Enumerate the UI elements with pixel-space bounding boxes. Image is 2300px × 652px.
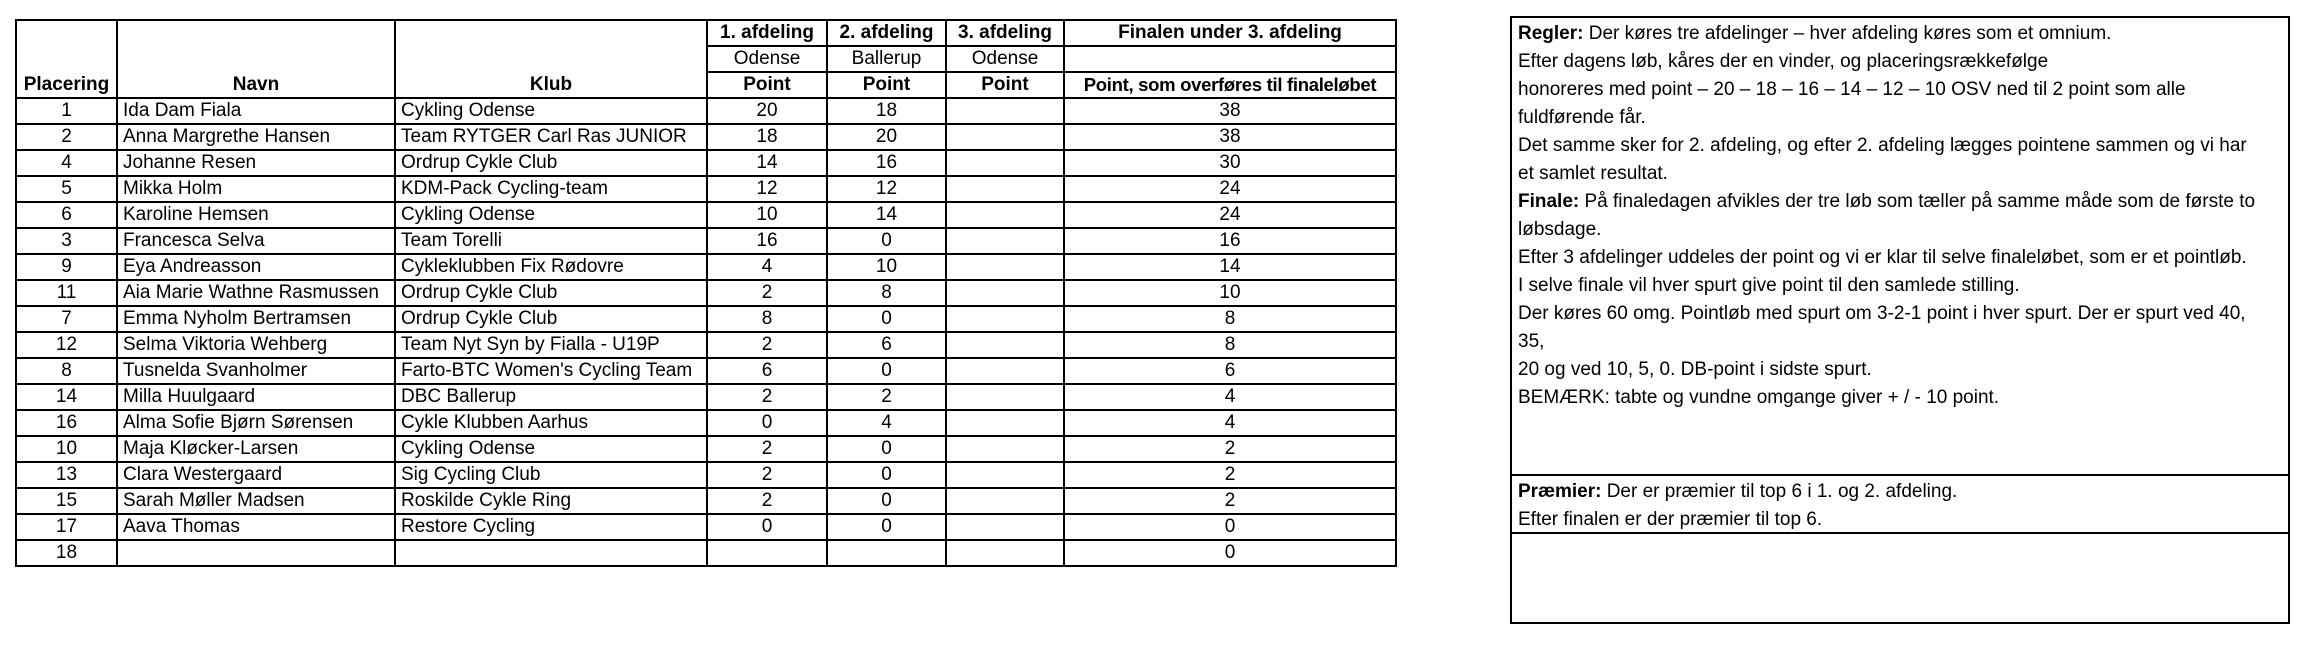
- header-stage-2-points: Point: [827, 72, 946, 98]
- cell-stage-2-points: 0: [827, 306, 946, 332]
- cell-club: Cykleklubben Fix Rødovre: [395, 254, 707, 280]
- table-row: [16, 124, 1396, 150]
- cell-placement: 11: [16, 280, 117, 306]
- cell-stage-3-points: [946, 202, 1064, 228]
- cell-final-points: 6: [1064, 358, 1396, 384]
- cell-name: Anna Margrethe Hansen: [117, 124, 395, 150]
- cell-club: Team Nyt Syn by Fialla - U19P: [395, 332, 707, 358]
- cell-final-points: 0: [1064, 540, 1396, 566]
- cell-stage-3-points: [946, 540, 1064, 566]
- cell-final-points: 0: [1064, 514, 1396, 540]
- cell-name: Aia Marie Wathne Rasmussen: [117, 280, 395, 306]
- cell-stage-1-points: 0: [707, 514, 827, 540]
- cell-placement: 1: [16, 98, 117, 124]
- rules-intro: Der køres tre afdelinger – hver afdeling køres som et omnium.: [1583, 23, 2112, 44]
- table-row: [16, 462, 1396, 488]
- finale-text: På finaledagen afvikles der tre løb som tæller på samme måde som de første to: [1579, 191, 2256, 212]
- rules-line-1: [1518, 20, 2282, 48]
- cell-name: Alma Sofie Bjørn Sørensen: [117, 410, 395, 436]
- table-row: [16, 384, 1396, 410]
- cell-stage-1-points: 2: [707, 384, 827, 410]
- cell-stage-2-points: 6: [827, 332, 946, 358]
- cell-stage-3-points: [946, 358, 1064, 384]
- cell-name: Clara Westergaard: [117, 462, 395, 488]
- rules-line-3: honoreres med point – 20 – 18 – 16 – 14 – 12 – 10 OSV ned til 2 point som alle: [1518, 79, 2186, 100]
- cell-club: Team RYTGER Carl Ras JUNIOR: [395, 124, 707, 150]
- cell-stage-1-points: 16: [707, 228, 827, 254]
- header-stage-1: 1. afdeling: [707, 20, 827, 46]
- cell-stage-1-points: 12: [707, 176, 827, 202]
- cell-stage-2-points: 18: [827, 98, 946, 124]
- table-row: [16, 358, 1396, 384]
- cell-name: Milla Huulgaard: [117, 384, 395, 410]
- empty-box: [1510, 532, 2290, 624]
- cell-stage-1-points: 14: [707, 150, 827, 176]
- cell-final-points: 2: [1064, 436, 1396, 462]
- cell-club: Sig Cycling Club: [395, 462, 707, 488]
- cell-placement: 17: [16, 514, 117, 540]
- table-row: [16, 280, 1396, 306]
- cell-stage-2-points: 20: [827, 124, 946, 150]
- cell-name: Eya Andreasson: [117, 254, 395, 280]
- cell-stage-3-points: [946, 514, 1064, 540]
- header-stage-3: 3. afdeling: [946, 20, 1064, 46]
- cell-name: Tusnelda Svanholmer: [117, 358, 395, 384]
- prizes-box: [1510, 474, 2290, 534]
- cell-club: Farto-BTC Women's Cycling Team: [395, 358, 707, 384]
- cell-final-points: 2: [1064, 488, 1396, 514]
- rules-line-9: Efter 3 afdelinger uddeles der point og vi er klar til selve finaleløbet, som er et pointløb.: [1518, 247, 2247, 268]
- header-final-points: Point, som overføres til finaleløbet: [1064, 72, 1396, 98]
- cell-placement: 7: [16, 306, 117, 332]
- table-row: [16, 306, 1396, 332]
- table-row: [16, 202, 1396, 228]
- table-row: [16, 488, 1396, 514]
- cell-final-points: 24: [1064, 176, 1396, 202]
- standings-table: [15, 19, 1397, 567]
- table-row: [16, 436, 1396, 462]
- cell-club: Cykling Odense: [395, 202, 707, 228]
- cell-stage-2-points: 0: [827, 358, 946, 384]
- cell-final-points: 4: [1064, 410, 1396, 436]
- cell-stage-3-points: [946, 280, 1064, 306]
- cell-name: Emma Nyholm Bertramsen: [117, 306, 395, 332]
- cell-stage-3-points: [946, 150, 1064, 176]
- cell-placement: 15: [16, 488, 117, 514]
- table-row: [16, 98, 1396, 124]
- cell-stage-1-points: 6: [707, 358, 827, 384]
- cell-final-points: 4: [1064, 384, 1396, 410]
- cell-stage-3-points: [946, 254, 1064, 280]
- cell-stage-2-points: 2: [827, 384, 946, 410]
- cell-name: Aava Thomas: [117, 514, 395, 540]
- table-row: [16, 514, 1396, 540]
- cell-stage-1-points: 8: [707, 306, 827, 332]
- cell-placement: 18: [16, 540, 117, 566]
- cell-name: Karoline Hemsen: [117, 202, 395, 228]
- cell-club: Team Torelli: [395, 228, 707, 254]
- cell-stage-2-points: 0: [827, 228, 946, 254]
- cell-stage-1-points: 10: [707, 202, 827, 228]
- cell-stage-3-points: [946, 436, 1064, 462]
- cell-club: Ordrup Cykle Club: [395, 280, 707, 306]
- cell-final-points: 16: [1064, 228, 1396, 254]
- cell-stage-2-points: 0: [827, 436, 946, 462]
- cell-stage-1-points: 2: [707, 462, 827, 488]
- cell-placement: 2: [16, 124, 117, 150]
- rules-line-8: løbsdage.: [1518, 219, 1602, 240]
- cell-stage-2-points: 4: [827, 410, 946, 436]
- cell-final-points: 8: [1064, 332, 1396, 358]
- cell-club: Ordrup Cykle Club: [395, 306, 707, 332]
- rules-label: Regler:: [1518, 23, 1584, 44]
- table-row: [16, 540, 1396, 566]
- cell-stage-1-points: 18: [707, 124, 827, 150]
- cell-club: KDM-Pack Cycling-team: [395, 176, 707, 202]
- header-stage-1-points: Point: [707, 72, 827, 98]
- cell-name: Selma Viktoria Wehberg: [117, 332, 395, 358]
- finale-label: Finale:: [1518, 191, 1580, 212]
- table-row: [16, 150, 1396, 176]
- cell-final-points: 30: [1064, 150, 1396, 176]
- header-stage-3-points: Point: [946, 72, 1064, 98]
- header-final: Finalen under 3. afdeling: [1064, 20, 1396, 46]
- header-placement: Placering: [16, 20, 117, 98]
- cell-stage-3-points: [946, 488, 1064, 514]
- cell-stage-1-points: [707, 540, 827, 566]
- prizes-label: Præmier:: [1518, 481, 1602, 502]
- rules-line-12: 35,: [1518, 331, 1545, 352]
- cell-stage-3-points: [946, 98, 1064, 124]
- rules-line-4: fuldførende får.: [1518, 107, 1646, 128]
- cell-final-points: 14: [1064, 254, 1396, 280]
- table-row: [16, 176, 1396, 202]
- cell-name: [117, 540, 395, 566]
- cell-stage-3-points: [946, 332, 1064, 358]
- cell-club: Cykle Klubben Aarhus: [395, 410, 707, 436]
- rules-line-13: 20 og ved 10, 5, 0. DB-point i sidste spurt.: [1518, 359, 1872, 380]
- cell-placement: 3: [16, 228, 117, 254]
- cell-stage-3-points: [946, 384, 1064, 410]
- cell-stage-1-points: 4: [707, 254, 827, 280]
- cell-stage-2-points: 0: [827, 514, 946, 540]
- cell-club: DBC Ballerup: [395, 384, 707, 410]
- table-row: [16, 228, 1396, 254]
- cell-stage-2-points: [827, 540, 946, 566]
- cell-stage-3-points: [946, 410, 1064, 436]
- cell-final-points: 38: [1064, 124, 1396, 150]
- header-stage-2: 2. afdeling: [827, 20, 946, 46]
- rules-line-6: et samlet resultat.: [1518, 163, 1668, 184]
- cell-placement: 13: [16, 462, 117, 488]
- cell-stage-1-points: 20: [707, 98, 827, 124]
- cell-stage-2-points: 12: [827, 176, 946, 202]
- cell-stage-3-points: [946, 462, 1064, 488]
- cell-club: Cykling Odense: [395, 436, 707, 462]
- cell-placement: 4: [16, 150, 117, 176]
- rules-line-10: I selve finale vil hver spurt give point til den samlede stilling.: [1518, 275, 2020, 296]
- cell-placement: 8: [16, 358, 117, 384]
- header-row-stages: [16, 20, 1396, 46]
- cell-club: Ordrup Cykle Club: [395, 150, 707, 176]
- rules-line-14: BEMÆRK: tabte og vundne omgange giver + / - 10 point.: [1518, 387, 2000, 408]
- cell-club: Restore Cycling: [395, 514, 707, 540]
- cell-stage-1-points: 2: [707, 332, 827, 358]
- cell-stage-2-points: 0: [827, 488, 946, 514]
- cell-stage-3-points: [946, 124, 1064, 150]
- header-stage-1-venue: Odense: [707, 46, 827, 72]
- rules-line-2: Efter dagens løb, kåres der en vinder, og placeringsrækkefølge: [1518, 51, 2049, 72]
- cell-placement: 5: [16, 176, 117, 202]
- cell-stage-1-points: 2: [707, 436, 827, 462]
- header-name: Navn: [117, 20, 395, 98]
- cell-placement: 14: [16, 384, 117, 410]
- prizes-line-2: Efter finalen er der præmier til top 6.: [1518, 509, 1823, 530]
- cell-name: Maja Kløcker-Larsen: [117, 436, 395, 462]
- cell-stage-2-points: 16: [827, 150, 946, 176]
- cell-stage-2-points: 0: [827, 462, 946, 488]
- prizes-line-1: [1518, 478, 2282, 506]
- cell-club: [395, 540, 707, 566]
- rules-box: [1510, 16, 2290, 476]
- header-stage-3-venue: Odense: [946, 46, 1064, 72]
- cell-stage-2-points: 14: [827, 202, 946, 228]
- rules-line-7: [1518, 188, 2282, 216]
- header-final-venue: [1064, 46, 1396, 72]
- cell-club: Roskilde Cykle Ring: [395, 488, 707, 514]
- cell-name: Ida Dam Fiala: [117, 98, 395, 124]
- cell-placement: 10: [16, 436, 117, 462]
- cell-name: Sarah Møller Madsen: [117, 488, 395, 514]
- header-stage-2-venue: Ballerup: [827, 46, 946, 72]
- cell-stage-3-points: [946, 306, 1064, 332]
- rules-line-5: Det samme sker for 2. afdeling, og efter 2. afdeling lægges pointene sammen og vi har: [1518, 135, 2247, 156]
- cell-final-points: 8: [1064, 306, 1396, 332]
- cell-stage-2-points: 10: [827, 254, 946, 280]
- table-row: [16, 410, 1396, 436]
- cell-stage-3-points: [946, 176, 1064, 202]
- header-club: Klub: [395, 20, 707, 98]
- cell-placement: 12: [16, 332, 117, 358]
- rules-line-11: Der køres 60 omg. Pointløb med spurt om 3-2-1 point i hver spurt. Der er spurt ved 40,: [1518, 303, 2246, 324]
- cell-stage-3-points: [946, 228, 1064, 254]
- cell-name: Mikka Holm: [117, 176, 395, 202]
- cell-final-points: 10: [1064, 280, 1396, 306]
- cell-final-points: 38: [1064, 98, 1396, 124]
- cell-name: Johanne Resen: [117, 150, 395, 176]
- cell-placement: 6: [16, 202, 117, 228]
- cell-stage-1-points: 0: [707, 410, 827, 436]
- cell-placement: 16: [16, 410, 117, 436]
- cell-final-points: 2: [1064, 462, 1396, 488]
- cell-club: Cykling Odense: [395, 98, 707, 124]
- cell-name: Francesca Selva: [117, 228, 395, 254]
- cell-stage-2-points: 8: [827, 280, 946, 306]
- cell-final-points: 24: [1064, 202, 1396, 228]
- cell-stage-1-points: 2: [707, 488, 827, 514]
- cell-placement: 9: [16, 254, 117, 280]
- table-row: [16, 254, 1396, 280]
- cell-stage-1-points: 2: [707, 280, 827, 306]
- prizes-text: Der er præmier til top 6 i 1. og 2. afdeling.: [1601, 481, 1958, 502]
- table-row: [16, 332, 1396, 358]
